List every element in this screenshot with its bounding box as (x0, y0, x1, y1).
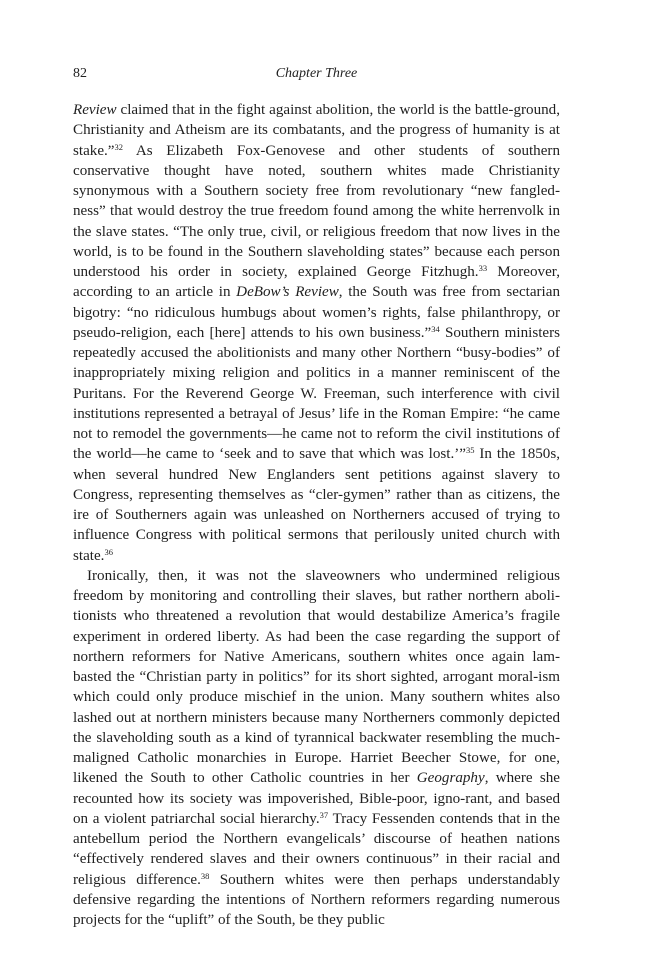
italic-title: Review (73, 102, 117, 118)
paragraph (73, 100, 560, 566)
text-run: , the South was free from sectarian bigotry: “no ridiculous humbugs about women’s rights, false philanthropy, or pseudo-religion, each [here] attends to his own business.” (73, 284, 561, 341)
text-run: In the 1850s, when several hundred New Englanders sent petitions against slavery to Congress, representing themselves as “cler-gymen” rather than as citizens, the ire of Southerners again was unleashed on Northerners accused of trying to influence Congress with political sermons that perilously united church with state. (73, 446, 560, 564)
book-page (73, 66, 560, 930)
footnote-ref: 32 (114, 141, 123, 152)
paragraph (73, 566, 560, 931)
text-run: Southern ministers repeatedly accused the abolitionists and many other Northern “busy-bodies” of inappropriately mixing religion and politics in a manner reminiscent of the Puritans. For the Reverend George W. Freeman, such interference with civil institutions represented a betrayal of Jesus’ life in the Roman Empire: “he came not to remodel the governments—he came not to reform the civil institutions of the world—he came to ‘seek and to save that which was lost.’” (73, 324, 560, 463)
footnote-ref: 38 (200, 870, 210, 881)
text-run: As Elizabeth Fox-Genovese and other students of southern conservative thought have noted, southern whites made Christianity synonymous with a Southern society free from revolutionary “new fangled-ness” that would destroy the true freedom found among the white herrenvolk in the slave states. “The only true, civil, or religious freedom that now lives in the world, is to be found in the Southern slaveholding states” because each person understood his order in society, explained George Fitzhugh. (73, 142, 560, 280)
text-run: , where she recounted how its society was impoverished, Bible-poor, igno-rant, and based on a violent patriarchal social hierarchy. (73, 770, 560, 827)
footnote-ref: 34 (431, 323, 440, 334)
footnote-ref: 36 (104, 546, 113, 557)
text-run: Ironically, then, it was not the slaveowners who undermined religious freedom by monitoring and controlling their slaves, but rather northern aboli-tionists who threatened a revolution that would destabilize America’s fragile experiment in ordered liberty. As had been the case regarding the support of northern reformers for Native Americans, southern whites once again lam-basted the “Christian party in politics” for its short sighted, arrogant moral-ism which could only produce mischief in the union. Many southern whites also lashed out at northern ministers because many Northerners commonly depicted the slaveholding south as a kind of tyrannical backwater resembling the much-maligned Catholic monarchies in Europe. Harriet Beecher Stowe, for one, likened the South to other Catholic countries in her (73, 567, 560, 787)
italic-title: DeBow’s Review (236, 284, 339, 301)
text-run: claimed that in the fight against abolition, the world is the battle-ground, Christianity and Atheism are its combatants, and the progress of humanity is at stake.” (73, 102, 560, 159)
footnote-ref: 35 (465, 445, 475, 456)
footnote-ref: 33 (478, 263, 488, 273)
page-number: 82 (73, 66, 87, 81)
running-head (73, 66, 560, 88)
italic-title: Geography (416, 770, 485, 787)
body-text (73, 100, 560, 930)
text-run: Tracy Fessenden contends that in the antebellum period the Northern evangelicals’ discourse of heathen nations “effectively rendered slaves and their owners continuous” in their racial and religious difference. (73, 810, 560, 888)
text-run: Moreover, according to an article in (73, 264, 560, 301)
text-run: Southern whites were then perhaps understandably defensive regarding the intentions of Northern reformers regarding numerous projects for the “uplift” of the South, be they public (73, 871, 561, 928)
footnote-ref: 37 (319, 809, 329, 820)
chapter-title: Chapter Three (275, 66, 358, 81)
